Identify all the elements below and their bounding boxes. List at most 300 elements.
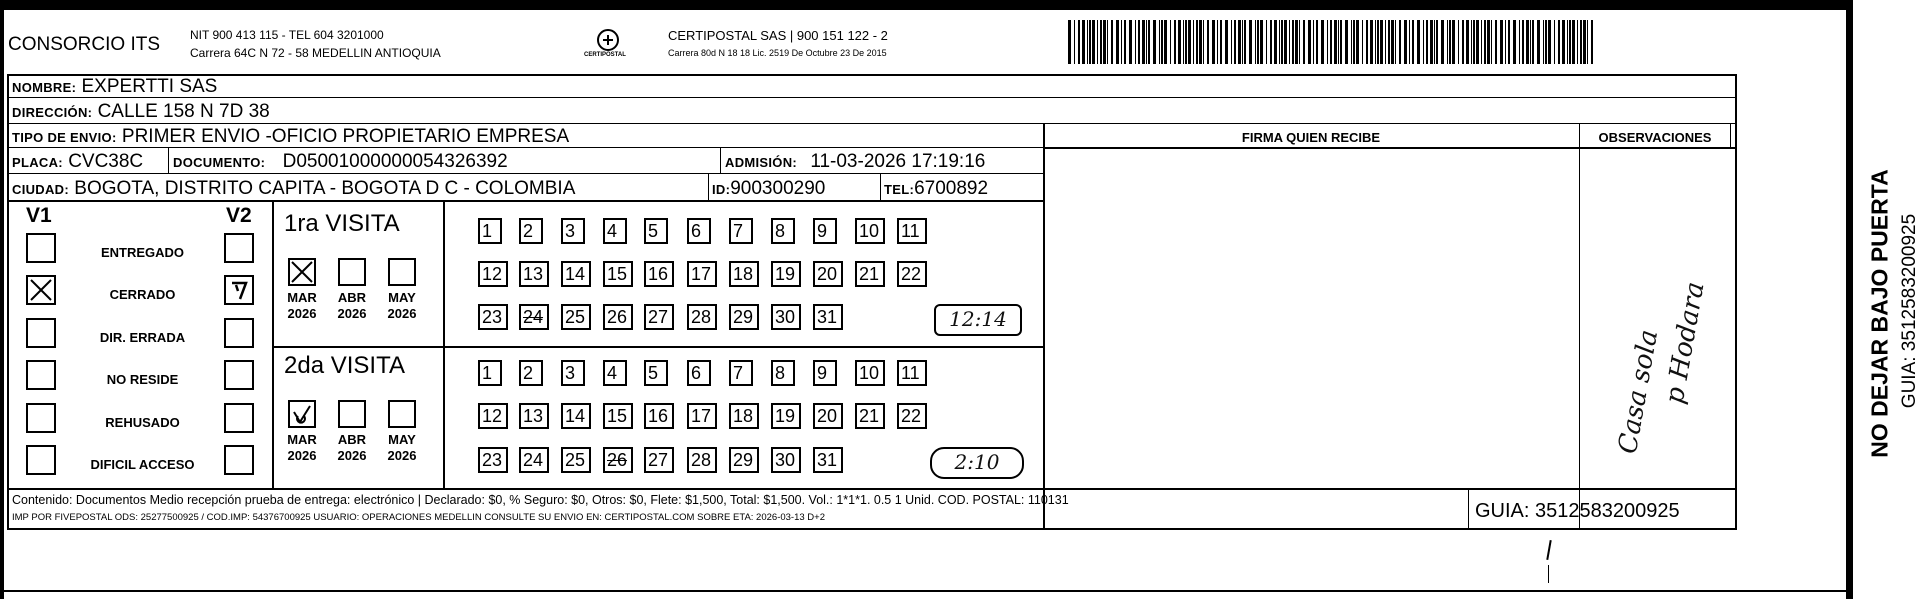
barcode-bar xyxy=(1148,20,1150,64)
tipo-field xyxy=(12,126,569,148)
barcode-bar xyxy=(1362,20,1363,64)
barcode-bar xyxy=(1199,20,1202,64)
barcode-bar xyxy=(1220,20,1222,64)
second-visit-day[interactable]: 15 xyxy=(603,403,633,429)
barcode-bar xyxy=(1196,20,1198,64)
right-border xyxy=(1846,0,1853,599)
barcode-bar xyxy=(1159,20,1160,64)
second-visit-day[interactable]: 4 xyxy=(603,360,627,386)
barcode-bar xyxy=(1366,20,1368,64)
barcode-bar xyxy=(1500,20,1503,64)
barcode-bar xyxy=(1303,20,1305,64)
barcode-bar xyxy=(1121,20,1122,64)
barcode-bar xyxy=(1476,20,1479,64)
barcode-bar xyxy=(1334,20,1337,64)
x-mark-icon xyxy=(290,260,314,284)
first-visit-day[interactable]: 22 xyxy=(897,261,927,287)
second-visit-day[interactable]: 29 xyxy=(729,447,759,473)
v2-checkbox[interactable] xyxy=(224,275,254,305)
first-visit-day[interactable]: 6 xyxy=(687,218,711,244)
logo-text: CERTIPOSTAL xyxy=(584,52,626,58)
barcode xyxy=(1068,20,1598,64)
status-option-label: NO RESIDE xyxy=(106,372,179,387)
firma-header-line xyxy=(1043,148,1737,149)
barcode-bar xyxy=(1562,20,1565,64)
x-mark-icon xyxy=(28,277,54,303)
first-visit-day[interactable]: 20 xyxy=(813,261,843,287)
barcode-bar xyxy=(1417,20,1420,64)
barcode-bar xyxy=(1385,20,1386,64)
barcode-bar xyxy=(1426,20,1428,64)
second-visit-day[interactable]: 23 xyxy=(478,447,508,473)
barcode-bar xyxy=(1572,20,1575,64)
barcode-bar xyxy=(1481,20,1482,64)
id-value: 900300290 xyxy=(730,178,826,199)
v1-checkbox[interactable] xyxy=(26,275,56,305)
first-visit-day[interactable]: 16 xyxy=(644,261,674,287)
barcode-bar xyxy=(1340,20,1342,64)
month-year: 2026 xyxy=(387,306,417,321)
observation-handwriting-1: Casa sola xyxy=(1612,327,1665,457)
footer-guia: GUIA: 3512583200925 xyxy=(1475,500,1680,522)
barcode-bar xyxy=(1526,20,1529,64)
barcode-bar xyxy=(1353,20,1355,64)
top-border xyxy=(0,0,1853,10)
second-visit-day[interactable]: 5 xyxy=(644,360,668,386)
v1-label: V1 xyxy=(26,204,52,227)
side-warning: NO DEJAR BAJO PUERTA xyxy=(1866,169,1893,458)
carrier-name: CERTIPOSTAL SAS | 900 151 122 - 2 xyxy=(668,28,888,43)
barcode-bar xyxy=(1447,20,1448,64)
ciudad-value: BOGOTA, DISTRITO CAPITA - BOGOTA D C - COLOMBIA xyxy=(74,178,576,199)
documento-value: D05001000000054326392 xyxy=(282,151,508,172)
barcode-bar xyxy=(1591,20,1593,64)
second-visit-day[interactable]: 28 xyxy=(687,447,717,473)
tel-field xyxy=(884,178,988,200)
nombre-field xyxy=(12,76,217,98)
barcode-bar xyxy=(1391,20,1394,64)
second-visit-day[interactable]: 11 xyxy=(897,360,927,386)
observaciones-header: OBSERVACIONES xyxy=(1598,130,1712,145)
barcode-bar xyxy=(1274,20,1277,64)
barcode-bar xyxy=(1484,20,1486,64)
barcode-bar xyxy=(1388,20,1390,64)
first-visit-time: 12:14 xyxy=(934,304,1022,336)
id-label: ID: xyxy=(712,182,731,197)
month-name: MAY xyxy=(388,432,416,447)
footer-contenido: Contenido: Documentos Medio recepción prueba de entrega: electrónico | Declarado: $0, % Seguro: $0, Otros: $0, Flete: $1,500, Total: $1,500. Vol.: 1*1*1. 0.5 1 Unid. COD. POSTAL: 110131 xyxy=(12,493,1069,507)
guia-divider xyxy=(1468,490,1469,530)
v1-checkbox[interactable] xyxy=(26,445,56,475)
first-visit-day[interactable]: 17 xyxy=(687,261,717,287)
first-visit-day[interactable]: 18 xyxy=(729,261,759,287)
barcode-bar xyxy=(1548,20,1551,64)
second-visit-day[interactable]: 20 xyxy=(813,403,843,429)
tipo-value: PRIMER ENVIO -OFICIO PROPIETARIO EMPRESA xyxy=(121,126,570,147)
first-visit-day[interactable]: 14 xyxy=(561,261,591,287)
second-visit-day[interactable]: 12 xyxy=(478,403,508,429)
company-address: Carrera 64C N 72 - 58 MEDELLIN ANTIOQUIA xyxy=(190,46,441,60)
barcode-bar xyxy=(1097,20,1098,64)
barcode-bar xyxy=(1567,20,1568,64)
second-visit-day[interactable]: 14 xyxy=(561,403,591,429)
barcode-bar xyxy=(1183,20,1184,64)
barcode-bar xyxy=(1266,20,1267,64)
first-visit-day[interactable]: 30 xyxy=(771,304,801,330)
barcode-bar xyxy=(1142,20,1145,64)
first-visit-day[interactable]: 31 xyxy=(813,304,843,330)
month-label xyxy=(382,290,422,322)
barcode-bar xyxy=(1234,20,1236,64)
barcode-bar xyxy=(1577,20,1578,64)
direccion-field xyxy=(12,101,270,123)
barcode-bar xyxy=(1466,20,1469,64)
barcode-bar xyxy=(1436,20,1438,64)
nombre-value: EXPERTTI SAS xyxy=(81,76,218,97)
status-option-label: CERRADO xyxy=(109,287,176,302)
second-visit-day[interactable]: 22 xyxy=(897,403,927,429)
barcode-bar xyxy=(1508,20,1510,64)
barcode-bar xyxy=(1580,20,1582,64)
first-visit-day[interactable]: 3 xyxy=(561,218,585,244)
barcode-bar xyxy=(1289,20,1290,64)
footer-line xyxy=(7,488,1737,490)
second-visit-day[interactable]: 19 xyxy=(771,403,801,429)
month-year: 2026 xyxy=(337,306,367,321)
barcode-bar xyxy=(1082,20,1085,64)
barcode-bar xyxy=(1138,20,1140,64)
barcode-bar xyxy=(1430,20,1433,64)
barcode-bar xyxy=(1207,20,1209,64)
first-visit-day[interactable]: 2 xyxy=(519,218,543,244)
second-visit-day[interactable]: 3 xyxy=(561,360,585,386)
barcode-bar xyxy=(1129,20,1132,64)
second-visit-title: 2da VISITA xyxy=(284,352,405,379)
barcode-bar xyxy=(1244,20,1246,64)
first-visit-day[interactable]: 7 xyxy=(729,218,753,244)
month-label xyxy=(282,432,322,464)
admision-value: 11-03-2026 17:19:16 xyxy=(810,151,986,172)
barcode-bar xyxy=(1321,20,1324,64)
first-visit-day[interactable]: 28 xyxy=(687,304,717,330)
second-visit-day[interactable]: 10 xyxy=(855,360,885,386)
barcode-bar xyxy=(1356,20,1359,64)
barcode-bar xyxy=(1543,20,1544,64)
status-option-label: REHUSADO xyxy=(105,415,180,430)
barcode-bar xyxy=(1257,20,1259,64)
barcode-bar xyxy=(1124,20,1126,64)
first-visit-day[interactable]: 19 xyxy=(771,261,801,287)
v1-checkbox[interactable] xyxy=(26,403,56,433)
observ-right-tick xyxy=(1730,124,1731,148)
barcode-bar xyxy=(1203,20,1204,64)
first-visit-month-box[interactable] xyxy=(338,258,366,286)
barcode-bar xyxy=(1068,20,1071,64)
firma-header: FIRMA QUIEN RECIBE xyxy=(1241,130,1381,145)
barcode-bar xyxy=(1164,20,1167,64)
barcode-bar xyxy=(1452,20,1455,64)
observation-handwriting-2: p Hodara xyxy=(1659,279,1711,407)
month-year: 2026 xyxy=(387,448,417,463)
first-visit-day[interactable]: 13 xyxy=(519,261,549,287)
second-visit-day[interactable]: 25 xyxy=(561,447,591,473)
barcode-bar xyxy=(1487,20,1490,64)
month-label xyxy=(332,432,372,464)
second-visit-time: 2:10 xyxy=(930,447,1024,479)
barcode-bar xyxy=(1351,20,1352,64)
barcode-bar xyxy=(1380,20,1383,64)
barcode-bar xyxy=(1399,20,1401,64)
barcode-bar xyxy=(1554,20,1555,64)
barcode-bar xyxy=(1260,20,1263,64)
first-visit-day[interactable]: 26 xyxy=(603,304,633,330)
barcode-bar xyxy=(1338,20,1339,64)
barcode-bar xyxy=(1103,20,1106,64)
bottom-rule xyxy=(0,590,1853,592)
placa-divider xyxy=(168,148,169,174)
barcode-bar xyxy=(1174,20,1176,64)
first-visit-day[interactable]: 24 xyxy=(519,304,549,330)
left-border xyxy=(0,0,4,599)
v2-checkbox[interactable] xyxy=(224,403,254,433)
barcode-bar xyxy=(1370,20,1373,64)
first-visit-day[interactable]: 15 xyxy=(603,261,633,287)
month-label xyxy=(332,290,372,322)
barcode-bar xyxy=(1471,20,1472,64)
documento-label: DOCUMENTO: xyxy=(173,155,266,170)
row-nombre xyxy=(7,74,1737,98)
barcode-bar xyxy=(1089,20,1091,64)
month-year: 2026 xyxy=(287,448,317,463)
barcode-bar xyxy=(1316,20,1318,64)
barcode-bar xyxy=(1434,20,1435,64)
first-visit-day[interactable]: 27 xyxy=(644,304,674,330)
barcode-bar xyxy=(1242,20,1243,64)
first-visit-day[interactable]: 25 xyxy=(561,304,591,330)
firma-divider xyxy=(1043,124,1045,530)
v2-checkbox[interactable] xyxy=(224,445,254,475)
barcode-bar xyxy=(1161,20,1163,64)
month-name: MAR xyxy=(287,432,317,447)
month-name: ABR xyxy=(337,432,367,447)
first-visit-day[interactable]: 21 xyxy=(855,261,885,287)
placa-label: PLACA: xyxy=(12,155,63,170)
first-visit-day[interactable]: 4 xyxy=(603,218,627,244)
status-option-label: DIFICIL ACCESO xyxy=(90,457,195,472)
barcode-bar xyxy=(1212,20,1215,64)
barcode-bar xyxy=(1153,20,1156,64)
barcode-bar xyxy=(1135,20,1136,64)
month-label xyxy=(382,432,422,464)
check-mark-icon xyxy=(226,277,252,303)
barcode-bar xyxy=(1078,20,1080,64)
first-visit-title: 1ra VISITA xyxy=(284,210,400,237)
barcode-bar xyxy=(1330,20,1332,64)
barcode-bar xyxy=(1530,20,1531,64)
barcode-bar xyxy=(1284,20,1287,64)
second-visit-day[interactable]: 7 xyxy=(729,360,753,386)
second-visit-day[interactable]: 26 xyxy=(603,447,633,473)
first-visit-day[interactable]: 23 xyxy=(478,304,508,330)
barcode-bar xyxy=(1377,20,1379,64)
certipostal-logo xyxy=(596,28,620,52)
second-visit-day[interactable]: 6 xyxy=(687,360,711,386)
second-visit-day[interactable]: 21 xyxy=(855,403,885,429)
carrier-license: Carrera 80d N 18 18 Lic. 2519 De Octubre 23 De 2015 xyxy=(668,48,887,58)
barcode-bar xyxy=(1505,20,1506,64)
admision-divider xyxy=(720,148,721,174)
barcode-bar xyxy=(1074,20,1075,64)
status-option-label: DIR. ERRADA xyxy=(99,330,186,345)
v2-checkbox[interactable] xyxy=(224,318,254,348)
first-visit-month-box[interactable] xyxy=(288,258,316,286)
month-name: MAR xyxy=(287,290,317,305)
barcode-bar xyxy=(1569,20,1571,64)
barcode-bar xyxy=(1519,20,1520,64)
v2-label: V2 xyxy=(226,204,252,227)
tipo-label: TIPO DE ENVIO: xyxy=(12,130,117,145)
barcode-bar xyxy=(1185,20,1187,64)
barcode-bar xyxy=(1087,20,1088,64)
barcode-bar xyxy=(1313,20,1314,64)
first-visit-day[interactable]: 5 xyxy=(644,218,668,244)
barcode-bar xyxy=(1092,20,1095,64)
barcode-bar xyxy=(1495,20,1497,64)
ciudad-label: CIUDAD: xyxy=(12,182,69,197)
side-guia: GUIA: 3512583200925 xyxy=(1899,213,1920,409)
second-visit-day[interactable]: 18 xyxy=(729,403,759,429)
ciudad-field xyxy=(12,178,575,200)
barcode-bar xyxy=(1308,20,1311,64)
tel-label: TEL: xyxy=(884,182,915,197)
month-label xyxy=(282,290,322,322)
barcode-bar xyxy=(1281,20,1283,64)
first-visit-day[interactable]: 29 xyxy=(729,304,759,330)
month-year: 2026 xyxy=(287,306,317,321)
barcode-bar xyxy=(1462,20,1464,64)
second-visit-day[interactable]: 16 xyxy=(644,403,674,429)
second-visit-day[interactable]: 13 xyxy=(519,403,549,429)
company-name: CONSORCIO ITS xyxy=(8,34,161,55)
nombre-label: NOMBRE: xyxy=(12,80,77,95)
first-visit-day[interactable]: 1 xyxy=(478,218,502,244)
visit-split xyxy=(274,346,1043,348)
check-mark-icon xyxy=(290,402,314,426)
barcode-bar xyxy=(1299,20,1300,64)
barcode-bar xyxy=(1116,20,1119,64)
barcode-bar xyxy=(1395,20,1396,64)
barcode-bar xyxy=(1558,20,1560,64)
v2-checkbox[interactable] xyxy=(224,360,254,390)
barcode-bar xyxy=(1491,20,1492,64)
barcode-bar xyxy=(1255,20,1256,64)
v1-checkbox[interactable] xyxy=(26,318,56,348)
barcode-bar xyxy=(1583,20,1586,64)
first-visit-day[interactable]: 9 xyxy=(813,218,837,244)
barcode-bar xyxy=(1522,20,1524,64)
barcode-bar xyxy=(1458,20,1459,64)
second-visit-month-box[interactable] xyxy=(288,400,316,428)
placa-value: CVC38C xyxy=(68,151,144,172)
id-field xyxy=(712,178,825,200)
barcode-bar xyxy=(1513,20,1516,64)
stray-mark-2 xyxy=(1548,565,1549,583)
barcode-bar xyxy=(1146,20,1147,64)
barcode-bar xyxy=(1279,20,1280,64)
barcode-bar xyxy=(1249,20,1252,64)
v1-checkbox[interactable] xyxy=(26,360,56,390)
first-visit-day[interactable]: 12 xyxy=(478,261,508,287)
barcode-bar xyxy=(1537,20,1540,64)
barcode-bar xyxy=(1107,20,1108,64)
second-visit-day[interactable]: 17 xyxy=(687,403,717,429)
direccion-label: DIRECCIÓN: xyxy=(12,105,93,120)
barcode-bar xyxy=(1217,20,1218,64)
second-visit-day[interactable]: 9 xyxy=(813,360,837,386)
documento-field xyxy=(173,151,508,173)
second-visit-month-box[interactable] xyxy=(388,400,416,428)
barcode-bar xyxy=(1345,20,1348,64)
placa-field xyxy=(12,151,143,173)
month-name: MAY xyxy=(388,290,416,305)
second-visit-day[interactable]: 1 xyxy=(478,360,502,386)
barcode-bar xyxy=(1193,20,1194,64)
first-visit-month-box[interactable] xyxy=(388,258,416,286)
barcode-bar xyxy=(1404,20,1407,64)
barcode-bar xyxy=(1449,20,1451,64)
barcode-bar xyxy=(1532,20,1534,64)
barcode-bar xyxy=(1111,20,1113,64)
direccion-value: CALLE 158 N 7D 38 xyxy=(97,101,270,122)
barcode-bar xyxy=(1473,20,1475,64)
barcode-bar xyxy=(1238,20,1241,64)
barcode-bar xyxy=(1587,20,1588,64)
month-name: ABR xyxy=(337,290,367,305)
month-year: 2026 xyxy=(337,448,367,463)
second-visit-day[interactable]: 31 xyxy=(813,447,843,473)
v1-checkbox[interactable] xyxy=(26,233,56,263)
barcode-bar xyxy=(1441,20,1444,64)
admision-field xyxy=(725,151,985,173)
barcode-bar xyxy=(1295,20,1298,64)
status-option-label: ENTREGADO xyxy=(100,245,185,260)
first-visit-day[interactable]: 10 xyxy=(855,218,885,244)
second-visit-day[interactable]: 2 xyxy=(519,360,543,386)
id-divider xyxy=(708,174,709,202)
barcode-bar xyxy=(1170,20,1171,64)
tel-divider xyxy=(880,174,881,202)
admision-label: ADMISIÓN: xyxy=(725,155,798,170)
second-visit-day[interactable]: 24 xyxy=(519,447,549,473)
v2-checkbox[interactable] xyxy=(224,233,254,263)
second-visit-month-box[interactable] xyxy=(338,400,366,428)
second-visit-day[interactable]: 27 xyxy=(644,447,674,473)
barcode-bar xyxy=(1231,20,1232,64)
barcode-bar xyxy=(1375,20,1376,64)
barcode-bar xyxy=(1270,20,1272,64)
barcode-bar xyxy=(1292,20,1294,64)
second-visit-day[interactable]: 8 xyxy=(771,360,795,386)
barcode-bar xyxy=(1188,20,1191,64)
barcode-bar xyxy=(1409,20,1410,64)
barcode-bar xyxy=(1178,20,1181,64)
first-visit-day[interactable]: 11 xyxy=(897,218,927,244)
barcode-bar xyxy=(1412,20,1414,64)
tel-value: 6700892 xyxy=(914,178,989,199)
footer-imp: IMP POR FIVEPOSTAL ODS: 25277500925 / COD.IMP: 54376700925 USUARIO: OPERACIONES MEDELLIN CONSULTE SU ENVIO EN: CERTIPOSTAL.COM SOBRE ETA: 2026-03-13 D+2 xyxy=(12,512,825,523)
first-visit-day[interactable]: 8 xyxy=(771,218,795,244)
second-visit-day[interactable]: 30 xyxy=(771,447,801,473)
